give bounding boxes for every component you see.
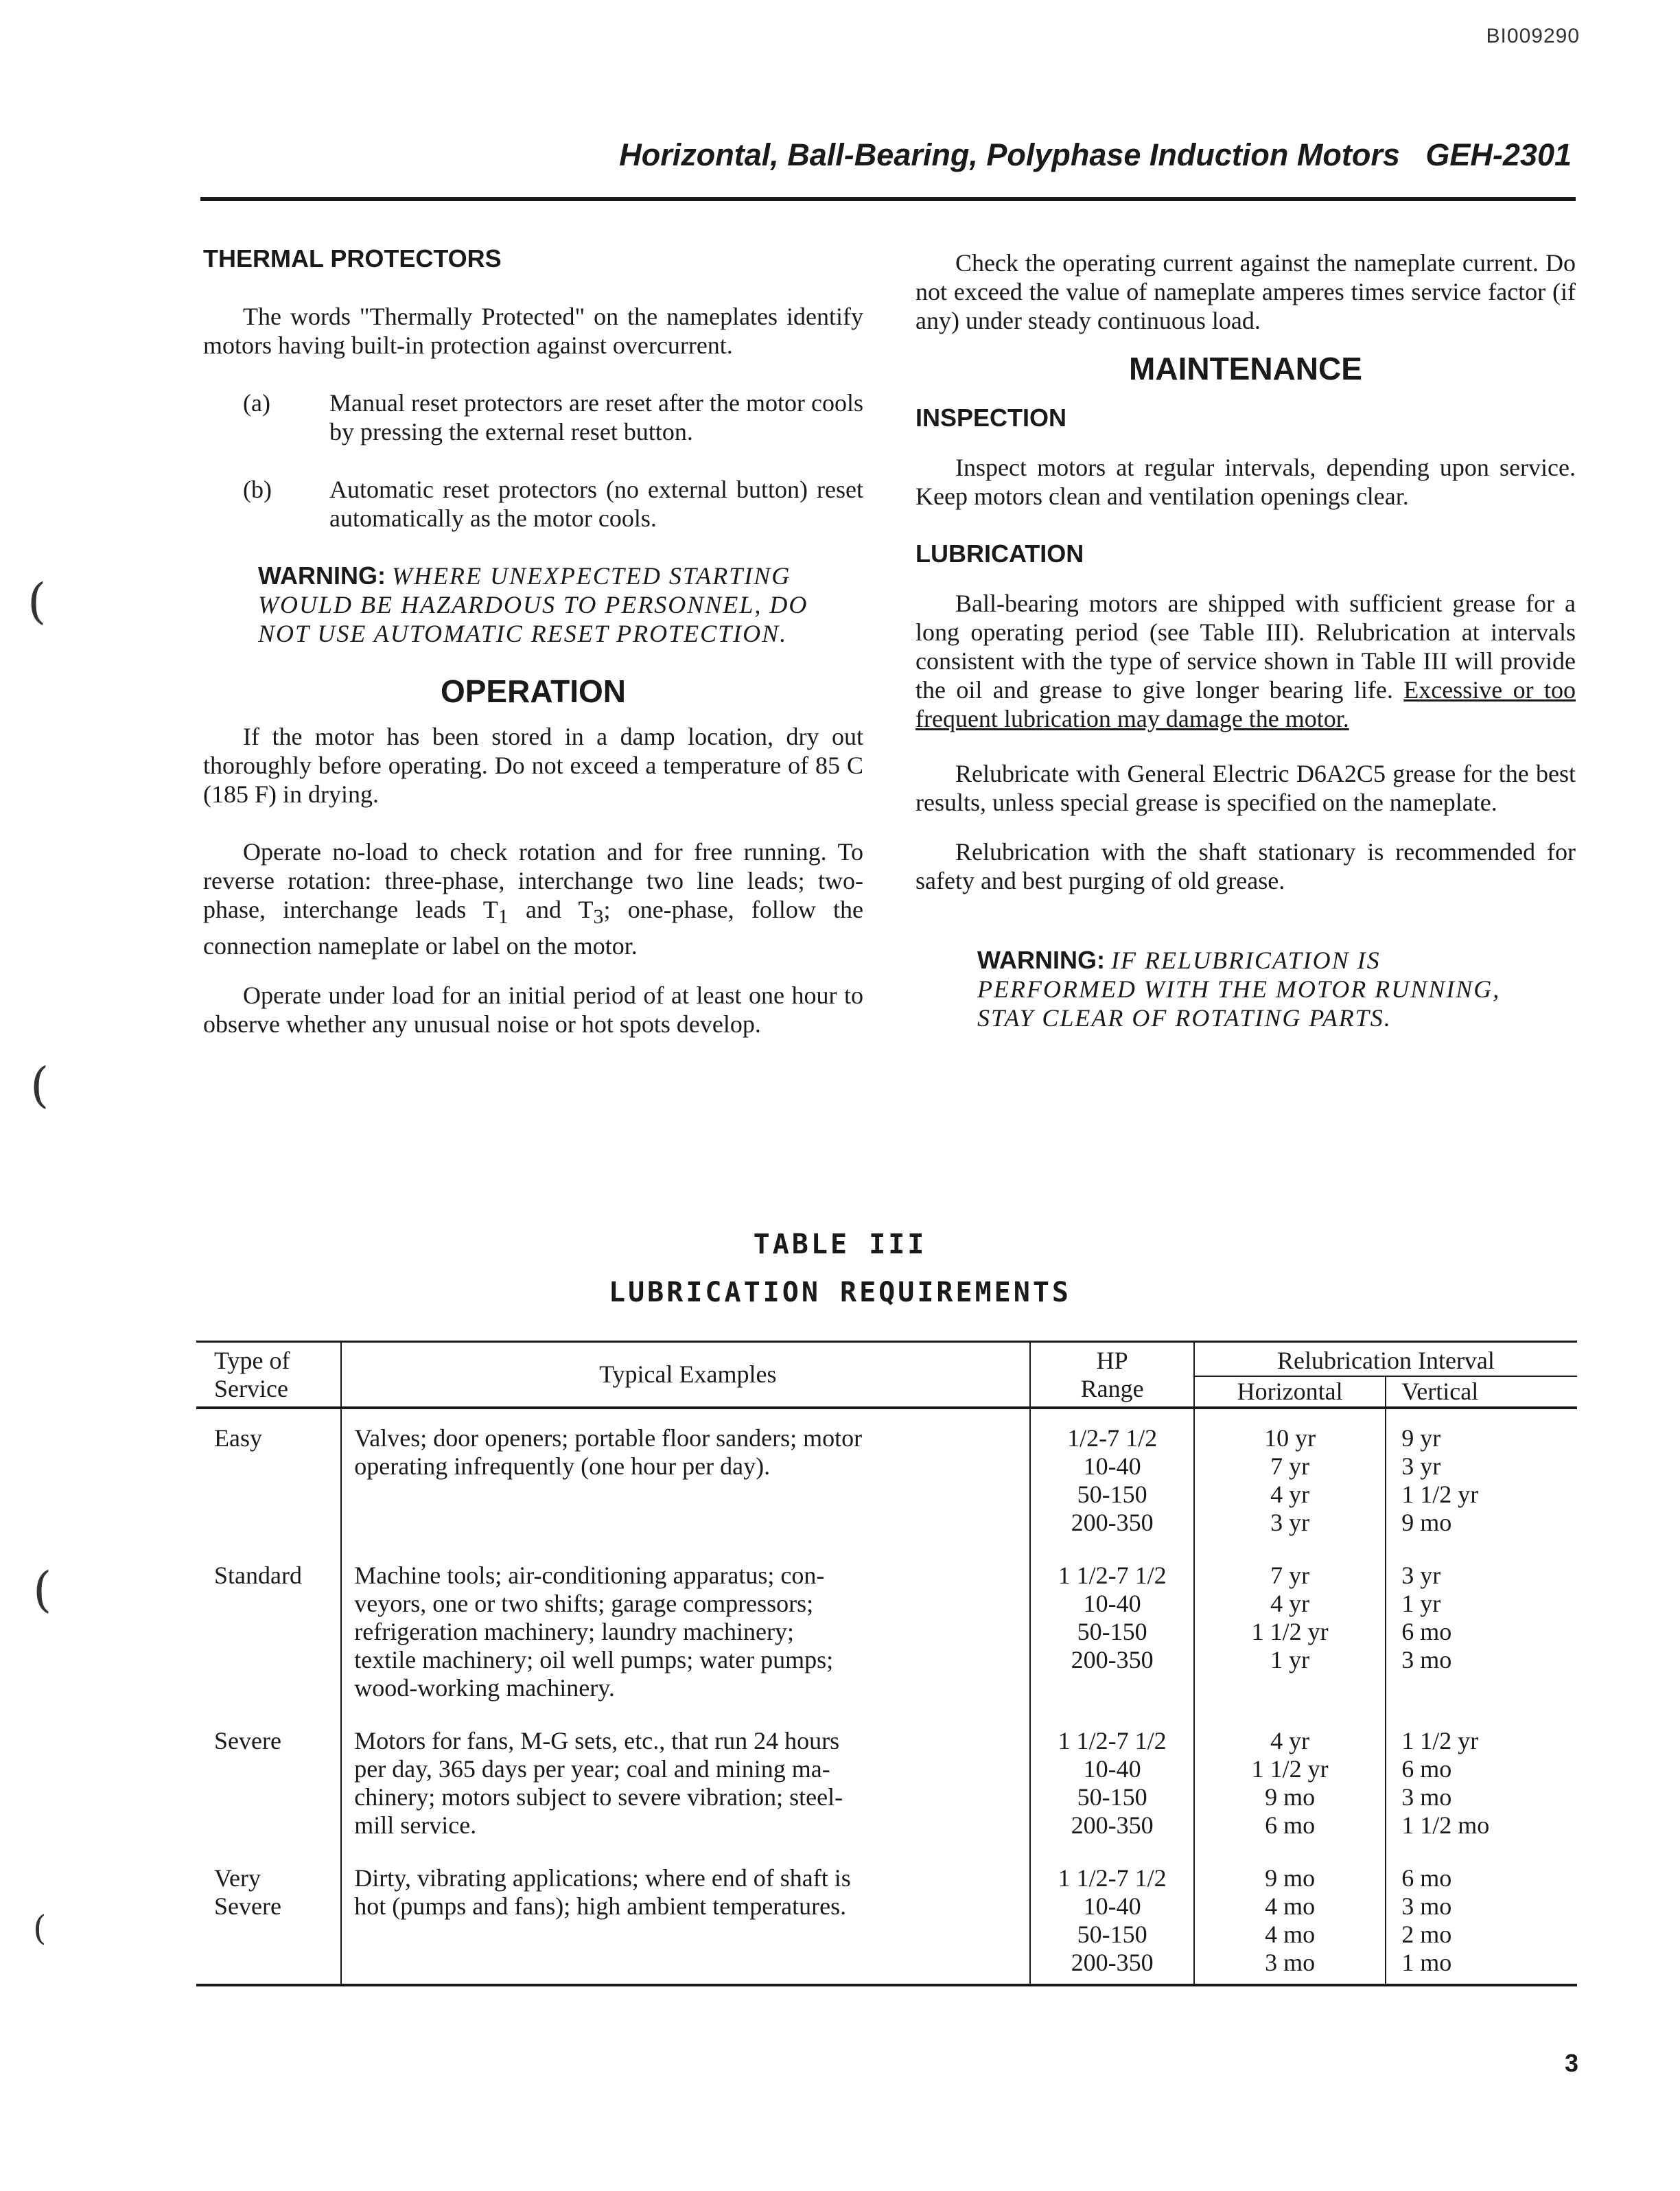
cell-line: 3 yr [1401, 1562, 1441, 1589]
thermal-warning [258, 561, 863, 648]
header-line: Service [214, 1374, 288, 1402]
cell-vertical [1386, 1546, 1577, 1712]
cell-line: Machine tools; air-conditioning apparatus; con- [354, 1562, 825, 1589]
cell-line: 4 yr [1270, 1727, 1310, 1754]
cell-line: Severe [214, 1892, 281, 1920]
left-column [203, 244, 863, 1039]
warning-text: IF RELUBRICATION IS PERFORMED WITH THE MOTOR RUNNING, STAY CLEAR OF ROTATING PARTS. [977, 947, 1501, 1032]
cell-line: 7 yr [1270, 1452, 1310, 1480]
cell-line: mill service. [354, 1811, 477, 1839]
cell-type [196, 1849, 341, 1985]
margin-mark: ( [33, 1562, 52, 1618]
cell-horizontal [1194, 1546, 1386, 1712]
cell-line: Easy [214, 1424, 262, 1452]
cell-vertical [1386, 1712, 1577, 1849]
header-type [196, 1342, 341, 1408]
margin-mark: ( [30, 1057, 49, 1113]
cell-line: refrigeration machinery; laundry machinery; [354, 1618, 795, 1645]
cell-type [196, 1712, 341, 1849]
warning-label: WARNING: [977, 946, 1105, 974]
cell-line: 9 mo [1401, 1509, 1452, 1536]
cell-line: 1 mo [1401, 1949, 1452, 1976]
text-run: ; one-phase, follow the connection nameplate or label on the motor. [203, 896, 863, 960]
thermal-item-a [243, 389, 863, 446]
cell-line: Standard [214, 1562, 302, 1589]
cell-line: 6 mo [1401, 1864, 1452, 1892]
header-line: HP [1096, 1346, 1128, 1374]
cell-line: 6 mo [1401, 1755, 1452, 1783]
thermal-item-b [243, 475, 863, 533]
cell-line: Valves; door openers; portable floor sanders; motor [354, 1424, 863, 1452]
cell-line: 3 mo [1401, 1783, 1452, 1811]
cell-line: Dirty, vibrating applications; where end of shaft is [354, 1864, 851, 1892]
cell-line: 50-150 [1077, 1921, 1147, 1948]
cell-line: 50-150 [1077, 1618, 1147, 1645]
margin-mark: ( [27, 573, 47, 629]
header-interval: Relubrication Interval [1194, 1342, 1577, 1377]
cell-line: 1/2-7 1/2 [1067, 1424, 1158, 1452]
cell-line: 4 mo [1265, 1892, 1316, 1920]
operation-para-1: If the motor has been stored in a damp location, dry out thoroughly before operating. Do not exceed a temperature of 85 C (185 F) in drying. [203, 723, 863, 808]
cell-hp-range [1030, 1712, 1194, 1849]
cell-line: 50-150 [1077, 1481, 1147, 1508]
operation-title: OPERATION [440, 673, 627, 709]
cell-vertical [1386, 1408, 1577, 1546]
cell-line: Severe [214, 1727, 281, 1754]
cell-examples [341, 1546, 1030, 1712]
subscript: 1 [498, 905, 509, 929]
item-label: (b) [243, 476, 272, 503]
cell-examples [341, 1712, 1030, 1849]
table-number: TABLE III [753, 1229, 927, 1260]
cell-line: 3 yr [1401, 1452, 1441, 1480]
cell-line: per day, 365 days per year; coal and mining ma- [354, 1755, 830, 1783]
lubrication-para-3: Relubrication with the shaft stationary is recommended for safety and best purging of old grease. [915, 838, 1576, 894]
lubrication-para-1 [915, 589, 1576, 733]
cell-hp-range [1030, 1849, 1194, 1985]
table-row [196, 1546, 1577, 1712]
current-para: Check the operating current against the nameplate current. Do not exceed the value of nameplate amperes times service factor (if any) under steady continuous load. [915, 249, 1576, 334]
table-row [196, 1712, 1577, 1849]
cell-line: chinery; motors subject to severe vibration; steel- [354, 1783, 843, 1811]
header-hp [1030, 1342, 1194, 1408]
thermal-protectors-heading: THERMAL PROTECTORS [203, 244, 502, 273]
cell-line: 50-150 [1077, 1783, 1147, 1811]
text-run: Operate no-load to check rotation and for free running. To reverse rotation: three-phase, interchange two line leads; two-phase, interchange leads T [203, 838, 863, 923]
item-text: Automatic reset protectors (no external button) reset automatically as the motor cools. [329, 476, 863, 532]
cell-line: 9 yr [1401, 1424, 1441, 1452]
inspection-heading: INSPECTION [915, 404, 1067, 432]
cell-line: 200-350 [1071, 1509, 1154, 1536]
cell-line: 10-40 [1083, 1452, 1141, 1480]
operation-para-2 [203, 837, 863, 960]
cell-line: 1 yr [1401, 1590, 1441, 1617]
right-column [915, 248, 1576, 1032]
cell-line: 10-40 [1083, 1590, 1141, 1617]
header-code: GEH-2301 [1425, 137, 1572, 172]
cell-horizontal [1194, 1849, 1386, 1985]
table-body [196, 1408, 1577, 1985]
cell-line: 200-350 [1071, 1811, 1154, 1839]
cell-line: 9 mo [1265, 1783, 1316, 1811]
header-rule [200, 197, 1576, 201]
cell-line: 3 mo [1265, 1949, 1316, 1976]
lubrication-table [196, 1341, 1577, 1986]
cell-line: 4 yr [1270, 1590, 1310, 1617]
cell-line: 1 1/2 yr [1251, 1618, 1329, 1645]
cell-line: 1 1/2-7 1/2 [1058, 1562, 1167, 1589]
lubrication-para-2: Relubricate with General Electric D6A2C5 grease for the best results, unless special grease is specified on the nameplate. [915, 760, 1576, 816]
cell-line: veyors, one or two shifts; garage compressors; [354, 1590, 814, 1617]
cell-line: 3 mo [1401, 1892, 1452, 1920]
warning-label: WARNING: [258, 561, 386, 590]
cell-line: 1 1/2 mo [1401, 1811, 1490, 1839]
page-header [619, 137, 1572, 173]
cell-line: 10-40 [1083, 1892, 1141, 1920]
cell-vertical [1386, 1849, 1577, 1985]
cell-line: 10-40 [1083, 1755, 1141, 1783]
cell-examples [341, 1408, 1030, 1546]
document-id: BI009290 [1486, 25, 1580, 47]
cell-line: 1 1/2-7 1/2 [1058, 1727, 1167, 1754]
cell-examples [341, 1849, 1030, 1985]
table-title: LUBRICATION REQUIREMENTS [609, 1277, 1071, 1308]
cell-line: 2 mo [1401, 1921, 1452, 1948]
cell-line: 1 1/2-7 1/2 [1058, 1864, 1167, 1892]
cell-line: 1 yr [1270, 1646, 1310, 1673]
cell-line: wood-working machinery. [354, 1674, 615, 1702]
cell-line: 200-350 [1071, 1646, 1154, 1673]
cell-line: 200-350 [1071, 1949, 1154, 1976]
header-horizontal: Horizontal [1194, 1376, 1386, 1408]
text-run: Ball-bearing motors are shipped with sufficient grease for a long operating period (see Table III). Relubrication at intervals consistent with the type of service shown in Table III will provide the oil and grease to give longer bearing life. [915, 590, 1576, 704]
thermal-intro: The words "Thermally Protected" on the nameplates identify motors having built-in protection against overcurrent. [203, 303, 863, 359]
cell-hp-range [1030, 1408, 1194, 1546]
text-run: and T [508, 896, 594, 923]
lubrication-heading: LUBRICATION [915, 540, 1084, 568]
cell-type [196, 1408, 341, 1546]
table-row [196, 1408, 1577, 1546]
cell-line: 6 mo [1265, 1811, 1316, 1839]
cell-type [196, 1546, 341, 1712]
margin-mark: ( [33, 1908, 47, 1948]
cell-line: 7 yr [1270, 1562, 1310, 1589]
cell-line: hot (pumps and fans); high ambient temperatures. [354, 1892, 847, 1920]
underlined-text: Excessive or too frequent lubrication may damage the motor. [915, 676, 1576, 732]
cell-line: 4 mo [1265, 1921, 1316, 1948]
cell-line: 1 1/2 yr [1251, 1755, 1329, 1783]
cell-line: operating infrequently (one hour per day). [354, 1452, 771, 1480]
warning-text: WHERE UNEXPECTED STARTING WOULD BE HAZARDOUS TO PERSONNEL, DO NOT USE AUTOMATIC RESET PROTECTION. [258, 562, 808, 647]
item-text: Manual reset protectors are reset after the motor cools by pressing the external reset button. [329, 389, 863, 445]
cell-line: 3 mo [1401, 1646, 1452, 1673]
cell-horizontal [1194, 1408, 1386, 1546]
header-examples: Typical Examples [341, 1342, 1030, 1408]
subscript: 3 [593, 905, 604, 929]
inspection-text: Inspect motors at regular intervals, depending upon service. Keep motors clean and ventilation openings clear. [915, 454, 1576, 510]
operation-para-3: Operate under load for an initial period of at least one hour to observe whether any unusual noise or hot spots develop. [203, 982, 863, 1039]
cell-line: 10 yr [1264, 1424, 1316, 1452]
cell-line: 4 yr [1270, 1481, 1310, 1508]
cell-line: 6 mo [1401, 1618, 1452, 1645]
cell-line: Motors for fans, M-G sets, etc., that run 24 hours [354, 1727, 840, 1754]
maintenance-title: MAINTENANCE [1129, 351, 1362, 386]
header-line: Range [1080, 1374, 1144, 1402]
cell-line: 1 1/2 yr [1401, 1727, 1479, 1754]
header-title: Horizontal, Ball-Bearing, Polyphase Induction Motors [619, 137, 1400, 172]
lubrication-warning [977, 946, 1528, 1032]
cell-line: Very [214, 1864, 261, 1892]
item-label: (a) [243, 389, 270, 417]
header-line: Type of [214, 1346, 290, 1374]
cell-line: 9 mo [1265, 1864, 1316, 1892]
cell-line: 3 yr [1270, 1509, 1310, 1536]
cell-horizontal [1194, 1712, 1386, 1849]
cell-hp-range [1030, 1546, 1194, 1712]
cell-line: 1 1/2 yr [1401, 1481, 1479, 1508]
page-number: 3 [1564, 2049, 1578, 2077]
header-vertical: Vertical [1386, 1376, 1577, 1408]
table-row [196, 1849, 1577, 1985]
cell-line: textile machinery; oil well pumps; water pumps; [354, 1646, 834, 1673]
